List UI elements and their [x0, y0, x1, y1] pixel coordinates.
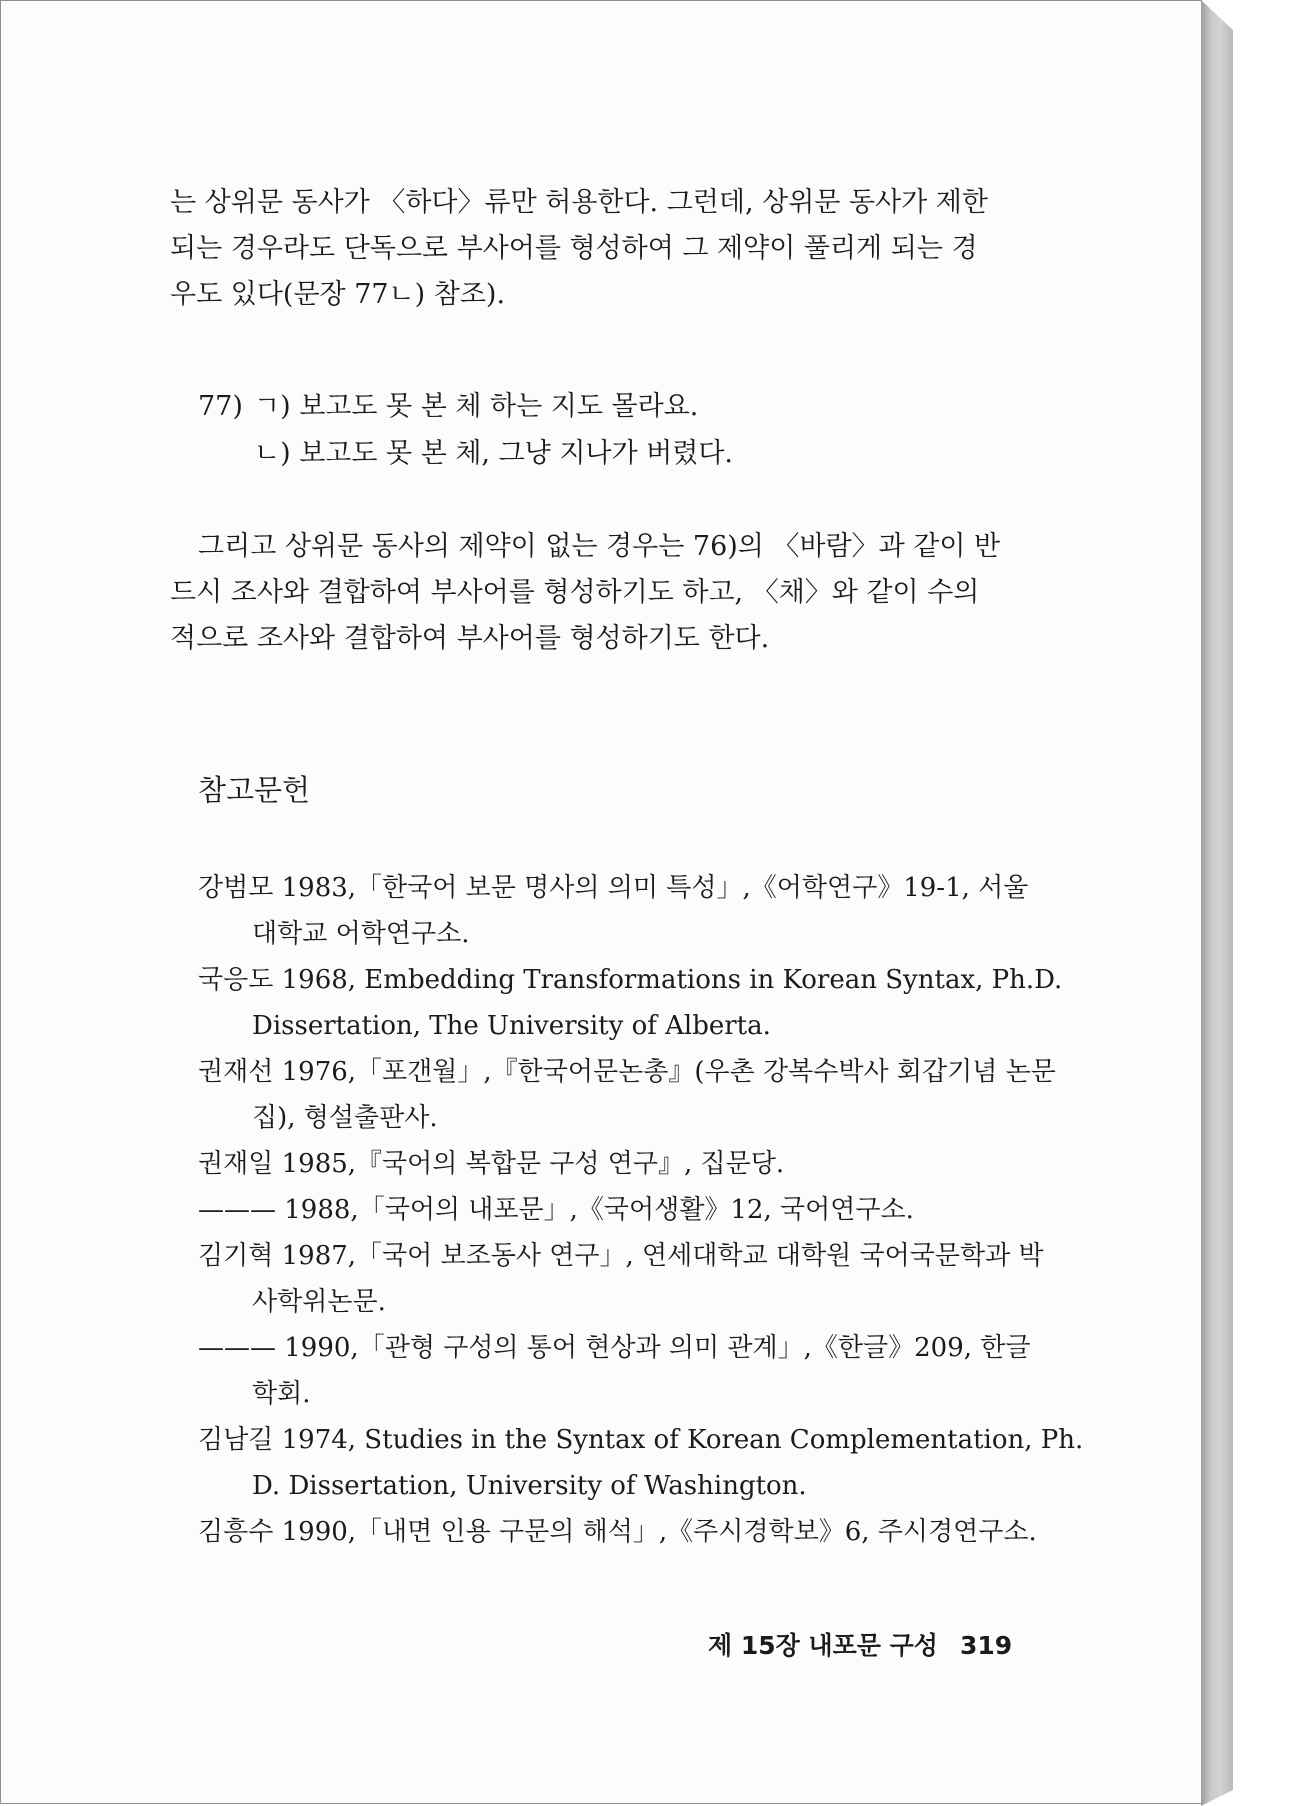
reference-entry — [198, 1509, 1068, 1555]
paragraph-1-line: 우도 있다(문장 77ㄴ) 참조). — [170, 279, 506, 310]
reference-list — [198, 865, 1084, 1555]
paragraph-2 — [170, 524, 1070, 662]
page-footer — [708, 1626, 1012, 1662]
example-line-a: ㄱ) 보고도 못 본 체 하는 지도 몰라요. — [254, 391, 699, 422]
reference-first-line: 김남길 1974, Studies in the Syntax of Korean Complementation, Ph. — [198, 1425, 1084, 1455]
reference-first-line: 김흥수 1990,「내면 인용 구문의 해석」,《주시경학보》6, 주시경연구소. — [198, 1517, 1037, 1547]
reference-continuation: 사학위논문. — [252, 1287, 386, 1317]
paragraph-2-line: 적으로 조사와 결합하여 부사어를 형성하기도 한다. — [170, 623, 770, 654]
chapter-title: 제 15장 내포문 구성 — [708, 1631, 938, 1660]
reference-entry — [198, 1417, 1084, 1509]
reference-entry — [198, 865, 1068, 957]
example-line-b: ㄴ) 보고도 못 본 체, 그냥 지나가 버렸다. — [254, 438, 734, 469]
reference-first-line: 국응도 1968, Embedding Transformations in Korean Syntax, Ph.D. — [198, 965, 1063, 995]
reference-continuation: 집), 형설출판사. — [252, 1103, 438, 1133]
reference-first-line: 권재선 1976,「포갠월」,『한국어문논총』(우촌 강복수박사 회갑기념 논문 — [198, 1057, 1056, 1087]
reference-continuation: D. Dissertation, University of Washington. — [252, 1471, 807, 1501]
reference-entry — [198, 1141, 1068, 1187]
reference-entry — [198, 957, 1068, 1049]
paragraph-1-line: 는 상위문 동사가 〈하다〉류만 허용한다. 그런데, 상위문 동사가 제한 — [170, 187, 988, 218]
reference-first-line: 권재일 1985,『국어의 복합문 구성 연구』, 집문당. — [198, 1149, 785, 1179]
paragraph-1 — [170, 180, 1070, 318]
reference-continuation: 학회. — [252, 1379, 311, 1409]
reference-continuation: 대학교 어학연구소. — [252, 919, 470, 949]
reference-first-line: 강범모 1983,「한국어 보문 명사의 의미 특성」,《어학연구》19-1, 서울 — [198, 873, 1029, 903]
example-number: 77) — [198, 391, 243, 422]
reference-entry — [198, 1049, 1068, 1141]
paragraph-2-line: 그리고 상위문 동사의 제약이 없는 경우는 76)의 〈바람〉과 같이 반 — [198, 531, 1001, 562]
reference-entry — [198, 1187, 1068, 1233]
reference-entry — [198, 1325, 1068, 1417]
paragraph-1-line: 되는 경우라도 단독으로 부사어를 형성하여 그 제약이 풀리게 되는 경 — [170, 233, 978, 264]
reference-first-line: 김기혁 1987,「국어 보조동사 연구」, 연세대학교 대학원 국어국문학과 박 — [198, 1241, 1044, 1271]
reference-entry — [198, 1233, 1068, 1325]
references-heading: 참고문헌 — [198, 773, 311, 807]
reference-continuation: Dissertation, The University of Alberta. — [252, 1011, 771, 1041]
page-edge-shadow — [1201, 0, 1233, 1806]
page-number: 319 — [959, 1631, 1013, 1660]
reference-first-line: ——— 1990,「관형 구성의 통어 현상과 의미 관계」,《한글》209, 한글 — [198, 1333, 1031, 1363]
paragraph-2-line: 드시 조사와 결합하여 부사어를 형성하기도 하고, 〈채〉와 같이 수의 — [170, 577, 980, 608]
reference-first-line: ——— 1988,「국어의 내포문」,《국어생활》12, 국어연구소. — [198, 1195, 914, 1225]
